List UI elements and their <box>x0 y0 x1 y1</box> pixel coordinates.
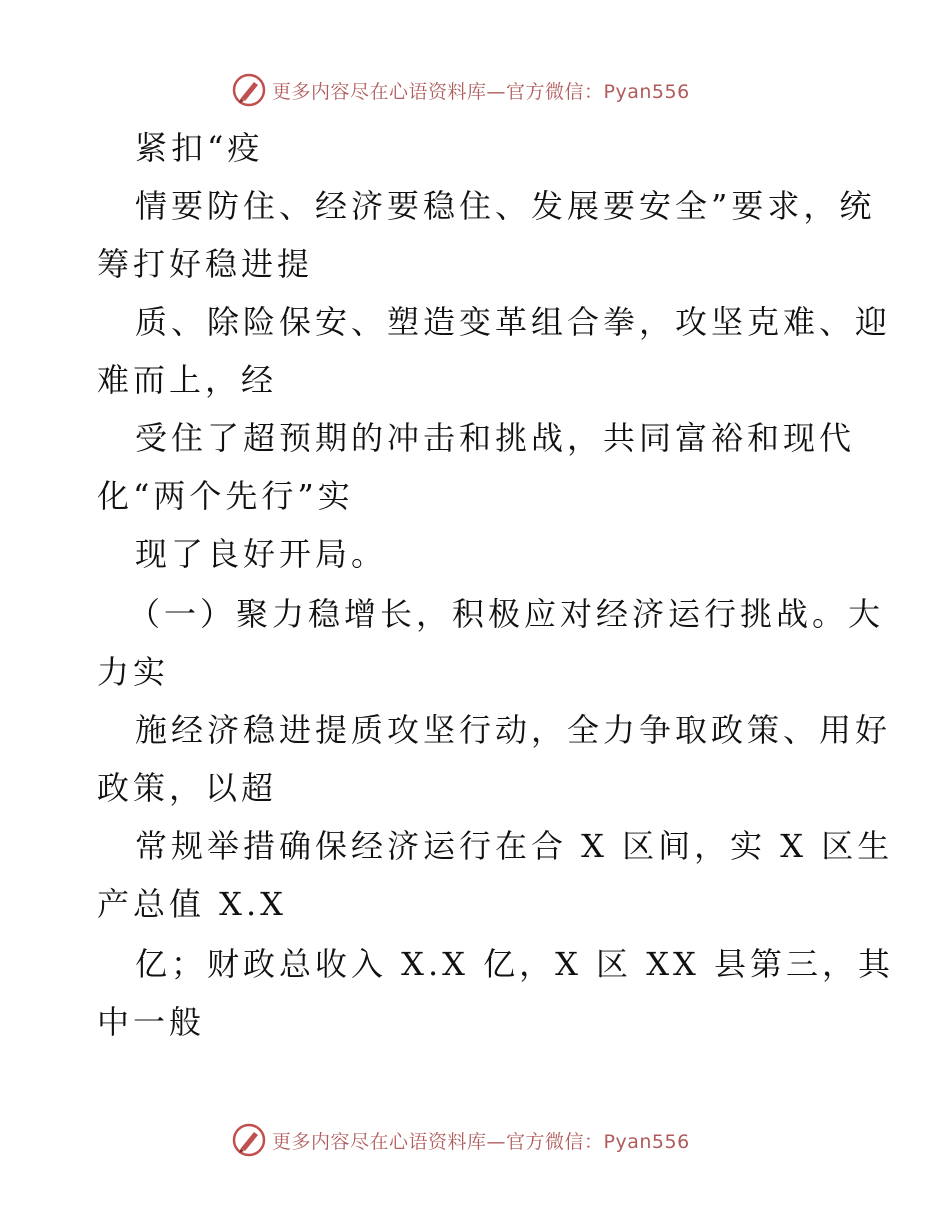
pen-logo-icon <box>232 1123 266 1157</box>
text-line: 政策，以超 <box>97 769 278 807</box>
text-line: 难而上，经 <box>97 361 278 399</box>
text-line: 情要防住、经济要稳住、发展要安全”要求，统 <box>135 187 876 225</box>
text-line: 筹打好稳进提 <box>97 245 314 283</box>
text-line: 亿；财政总收入 X.X 亿，X 区 XX 县第三，其 <box>135 945 894 983</box>
text-line: 施经济稳进提质攻坚行动，全力争取政策、用好 <box>135 711 892 749</box>
text-line: 产总值 X.X <box>97 885 287 923</box>
text-line: 受住了超预期的冲击和挑战，共同富裕和现代 <box>135 419 856 457</box>
text-line: 紧扣“疫 <box>135 129 264 167</box>
text-line: 常规举措确保经济运行在合 X 区间，实 X 区生 <box>135 827 894 865</box>
text-line: （一）聚力稳增长，积极应对经济运行挑战。大 <box>128 595 885 633</box>
text-line: 现了良好开局。 <box>135 535 388 573</box>
watermark-footer <box>232 1120 690 1160</box>
text-line: 力实 <box>97 653 170 691</box>
text-line: 化“两个先行”实 <box>97 477 354 515</box>
text-line: 质、除险保安、塑造变革组合拳，攻坚克难、迎 <box>135 303 892 341</box>
text-line: 中一般 <box>97 1003 206 1041</box>
pen-logo-icon <box>232 73 266 107</box>
watermark-text: 更多内容尽在心语资料库—官方微信：Pyan556 <box>272 1130 690 1153</box>
watermark-text: 更多内容尽在心语资料库—官方微信：Pyan556 <box>272 80 690 103</box>
watermark-header <box>232 70 690 110</box>
